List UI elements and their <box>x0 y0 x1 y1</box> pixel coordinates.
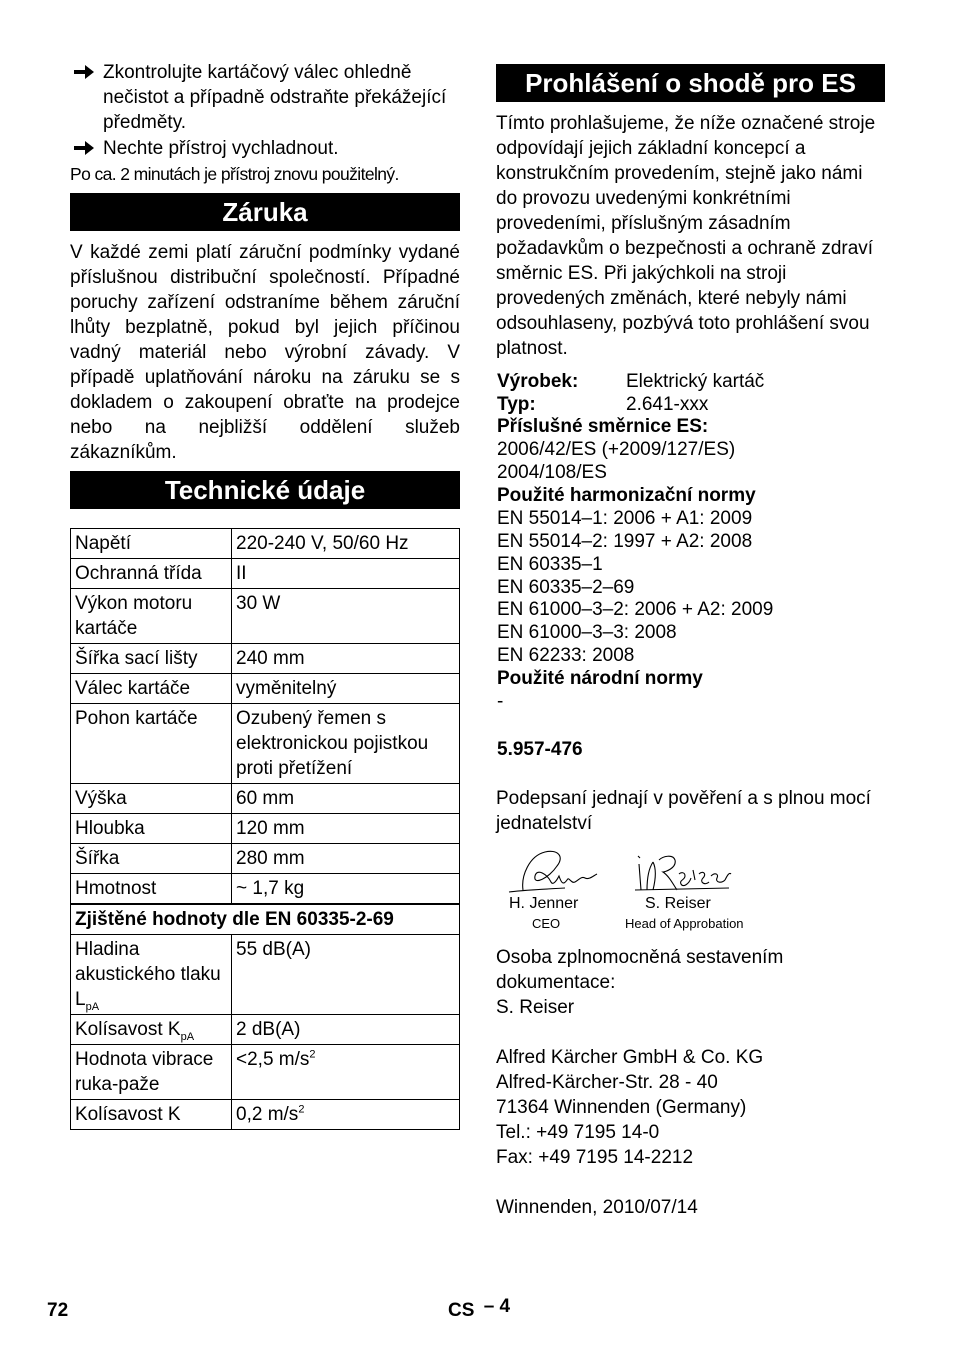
directive-item: 2004/108/ES <box>497 462 607 483</box>
directives-label: Příslušné směrnice ES: <box>497 416 709 437</box>
uncertainty-value: 2 dB(A) <box>232 1015 460 1045</box>
type-label: Typ: <box>497 394 536 415</box>
sound-pressure-label: Hladina akustického tlaku $L_{pA}$ <box>71 935 232 1015</box>
product-label: Výrobek: <box>497 371 579 392</box>
table-row <box>71 784 460 814</box>
signatory-name: S. Reiser <box>645 895 711 912</box>
address-line: Fax: +49 7195 14-2212 <box>496 1147 694 1168</box>
spec-label: Šířka <box>71 844 232 874</box>
table-row <box>71 814 460 844</box>
standard-item: EN 55014–2: 1997 + A2: 2008 <box>497 531 753 552</box>
authorized-name: S. Reiser <box>496 997 575 1018</box>
bullet-item <box>70 60 460 135</box>
table-row <box>71 935 460 1015</box>
signatory-name: H. Jenner <box>509 895 579 912</box>
signed-text: Podepsaní jednají v pověření a s plnou mocí jednatelství <box>496 788 871 834</box>
table-row <box>71 644 460 674</box>
spec-value: ~ 1,7 kg <box>232 874 460 905</box>
standard-item: EN 55014–1: 2006 + A1: 2009 <box>497 508 753 529</box>
tech-heading: Technické údaje <box>70 471 460 509</box>
spec-value: vyměnitelný <box>232 674 460 704</box>
bullet-text: Zkontrolujte kartáčový válec ohledně nečistot a případně odstraňte překážející předměty. <box>103 62 447 133</box>
declaration-intro: Tímto prohlašujeme, že níže označené stroje odpovídají jejich základní koncepcí a konstrukčním provedením, stejně jako námi do provozu uvedenými konkrétními provedeními, příslušným zásadním požadavkům o bezpečnosti a ochraně zdraví směrnic ES. Při jakýchkoli na stroji provedených změnách, které nebyly námi odsouhlaseny, pozbývá toto prohlášení svou platnost. <box>496 113 876 359</box>
spec-value: Ozubený řemen s elektronickou pojistkou proti přetížení <box>232 704 460 784</box>
spec-label: Hloubka <box>71 814 232 844</box>
table-row <box>71 559 460 589</box>
spec-label: Pohon kartáče <box>71 704 232 784</box>
standard-item: EN 61000–3–2: 2006 + A2: 2009 <box>497 599 774 620</box>
table-row <box>71 589 460 644</box>
table-row <box>71 1045 460 1100</box>
signature-reiser <box>633 850 733 894</box>
uncertainty-label: Kolísavost $K_{pA}$ <box>71 1015 232 1045</box>
spec-value: 120 mm <box>232 814 460 844</box>
product-value: Elektrický kartáč <box>626 371 765 392</box>
national-value: - <box>497 691 504 712</box>
spec-label: Výkon motoru kartáče <box>71 589 232 644</box>
spec-value: 280 mm <box>232 844 460 874</box>
footer-language: CS – 4 <box>448 1296 511 1321</box>
page-number: 72 <box>47 1300 69 1321</box>
sound-pressure-value: 55 dB(A) <box>232 935 460 1015</box>
vibration-label: Hodnota vibrace ruka-paže <box>71 1045 232 1100</box>
authorized-text: Osoba zplnomocněná sestavením dokumentace: <box>496 947 784 993</box>
spec-label: Válec kartáče <box>71 674 232 704</box>
table-row <box>71 1100 460 1130</box>
spec-value: 220-240 V, 50/60 Hz <box>232 529 460 559</box>
bullet-item <box>70 136 460 161</box>
vibration-uncertainty-label: Kolísavost K <box>71 1100 232 1130</box>
standard-item: EN 62233: 2008 <box>497 645 635 666</box>
signatory-role: Head of Approbation <box>625 916 744 931</box>
place-date: Winnenden, 2010/07/14 <box>496 1197 698 1218</box>
spec-label: Hmotnost <box>71 874 232 905</box>
address-line: Alfred-Kärcher-Str. 28 - 40 <box>496 1072 718 1093</box>
signature-jenner <box>505 846 600 896</box>
signatory-role: CEO <box>532 916 561 931</box>
address-line: Alfred Kärcher GmbH & Co. KG <box>496 1047 764 1068</box>
spec-label: Napětí <box>71 529 232 559</box>
document-number: 5.957-476 <box>497 739 583 760</box>
spec-label: Šířka sací lišty <box>71 644 232 674</box>
standard-item: EN 60335–2–69 <box>497 577 635 598</box>
table-row <box>71 874 460 905</box>
arrow-right-icon <box>74 60 98 79</box>
spec-label: Výška <box>71 784 232 814</box>
spec-label: Ochranná třída <box>71 559 232 589</box>
table-row <box>71 674 460 704</box>
address-line: Tel.: +49 7195 14-0 <box>496 1122 660 1143</box>
vibration-uncertainty-value: 0,2 $m/s^2$ <box>232 1100 460 1130</box>
measured-values-title: Zjištěné hodnoty dle EN 60335-2-69 <box>71 904 460 935</box>
table-row <box>71 844 460 874</box>
address-line: 71364 Winnenden (Germany) <box>496 1097 747 1118</box>
declaration-heading: Prohlášení o shodě pro ES <box>496 64 885 102</box>
table-row <box>71 1015 460 1045</box>
bullet-text: Nechte přístroj vychladnout. <box>103 138 339 159</box>
standard-item: EN 61000–3–3: 2008 <box>497 622 677 643</box>
type-value: 2.641-xxx <box>626 394 709 415</box>
note-text: Po ca. 2 minutách je přístroj znovu použitelný. <box>70 164 399 184</box>
spec-value: II <box>232 559 460 589</box>
standard-item: EN 60335–1 <box>497 554 603 575</box>
arrow-right-icon <box>74 136 98 155</box>
spec-value: 60 mm <box>232 784 460 814</box>
spec-value: 240 mm <box>232 644 460 674</box>
harmonized-label: Použité harmonizační normy <box>497 485 756 506</box>
table-row <box>71 529 460 559</box>
vibration-value: <2,5 $m/s^2$ <box>232 1045 460 1100</box>
tech-table <box>70 528 460 1130</box>
table-row <box>71 704 460 784</box>
directive-item: 2006/42/ES (+2009/127/ES) <box>497 439 736 460</box>
spec-value: 30 W <box>232 589 460 644</box>
warranty-heading: Záruka <box>70 193 460 231</box>
national-label: Použité národní normy <box>497 668 703 689</box>
warranty-text: V každé zemi platí záruční podmínky vydané příslušnou distribuční společností. Případné poruchy zařízení odstraníme během záruční lhůty bezplatně, pokud byl jejich příčinou vadný materiál nebo výrobní závady. V případě uplatňování nároku na záruku se s dokladem o zakoupení obraťte na prodejce nebo na nejbližší oddělení služeb zákazníkům. <box>70 242 460 463</box>
